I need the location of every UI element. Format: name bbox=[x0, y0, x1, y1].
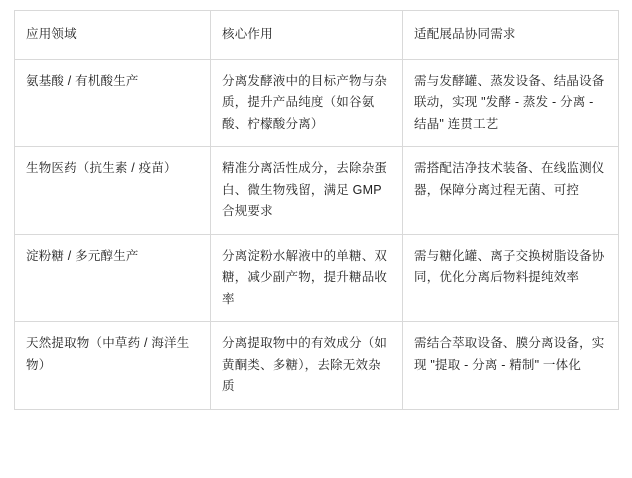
cell-field: 天然提取物（中草药 / 海洋生物） bbox=[15, 322, 211, 410]
column-header-field: 应用领域 bbox=[15, 11, 211, 60]
cell-role: 分离淀粉水解液中的单糖、双糖，减少副产物，提升糖品收率 bbox=[211, 234, 403, 322]
table-row bbox=[15, 234, 619, 322]
cell-field: 淀粉糖 / 多元醇生产 bbox=[15, 234, 211, 322]
cell-field: 生物医药（抗生素 / 疫苗） bbox=[15, 147, 211, 235]
cell-need: 需与发酵罐、蒸发设备、结晶设备联动，实现 "发酵 - 蒸发 - 分离 - 结晶" 连贯工艺 bbox=[403, 59, 619, 147]
table-row bbox=[15, 59, 619, 147]
table-header bbox=[15, 11, 619, 60]
table-row bbox=[15, 322, 619, 410]
cell-need: 需结合萃取设备、膜分离设备，实现 "提取 - 分离 - 精制" 一体化 bbox=[403, 322, 619, 410]
cell-role: 分离提取物中的有效成分（如黄酮类、多糖），去除无效杂质 bbox=[211, 322, 403, 410]
table-row bbox=[15, 147, 619, 235]
cell-need: 需与糖化罐、离子交换树脂设备协同，优化分离后物料提纯效率 bbox=[403, 234, 619, 322]
table-header-row bbox=[15, 11, 619, 60]
cell-need: 需搭配洁净技术装备、在线监测仪器，保障分离过程无菌、可控 bbox=[403, 147, 619, 235]
column-header-role: 核心作用 bbox=[211, 11, 403, 60]
cell-role: 分离发酵液中的目标产物与杂质，提升产品纯度（如谷氨酸、柠檬酸分离） bbox=[211, 59, 403, 147]
application-fields-table bbox=[14, 10, 619, 410]
column-header-need: 适配展品协同需求 bbox=[403, 11, 619, 60]
cell-field: 氨基酸 / 有机酸生产 bbox=[15, 59, 211, 147]
table-body bbox=[15, 59, 619, 409]
cell-role: 精准分离活性成分，去除杂蛋白、微生物残留，满足 GMP 合规要求 bbox=[211, 147, 403, 235]
